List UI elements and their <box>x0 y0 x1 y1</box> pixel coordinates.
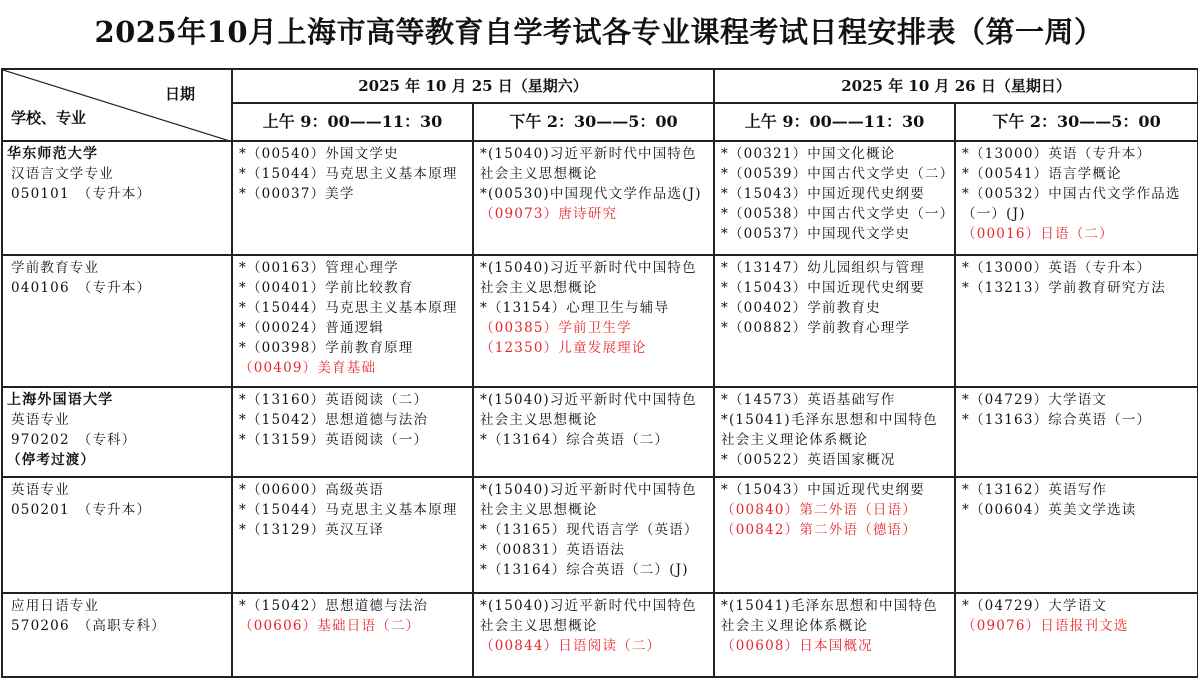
table-row <box>2 387 1198 477</box>
major-cell <box>2 387 232 477</box>
course-item: *（13159）英语阅读（一） <box>239 432 429 448</box>
course-item-elective: （00844）日语阅读（二） <box>480 638 662 654</box>
course-item: *（00037）美学 <box>239 186 355 202</box>
course-item: *（04729）大学语文 <box>962 598 1108 614</box>
major-cell <box>2 477 232 593</box>
course-item: *（13147）幼儿园组织与管理 <box>721 260 925 276</box>
course-item: *（15042）思想道德与法治 <box>239 598 429 614</box>
session-cell <box>714 141 955 255</box>
session-cell <box>955 593 1198 677</box>
course-item: *(00530)中国现代文学作品选(J) <box>480 186 702 202</box>
university-name: 华东师范大学 <box>7 146 99 162</box>
course-item: *（15043）中国近现代史纲要 <box>721 280 925 296</box>
major-name: 英语专业 <box>11 412 70 428</box>
schedule-table <box>1 68 1198 678</box>
session-cell <box>714 593 955 677</box>
course-item: *（00604）英美文学选读 <box>962 502 1137 518</box>
course-item: *（04729）大学语文 <box>962 392 1108 408</box>
course-item: *（00532）中国古代文学作品选（一）(J) <box>962 186 1181 222</box>
session-cell <box>714 255 955 387</box>
session-cell <box>232 387 473 477</box>
course-item: *（00541）语言学概论 <box>962 166 1122 182</box>
course-item: *（13162）英语写作 <box>962 482 1108 498</box>
course-item: *（13164）综合英语（二） <box>480 432 670 448</box>
major-name: 学前教育专业 <box>11 260 100 276</box>
course-item: *（00401）学前比较教育 <box>239 280 414 296</box>
course-item-elective: （00842）第二外语（德语） <box>721 522 917 538</box>
course-item: *(15040)习近平新时代中国特色社会主义思想概论 <box>480 598 697 634</box>
course-item: *（00831）英语语法 <box>480 542 626 558</box>
major-note: （停考过渡） <box>7 452 96 468</box>
course-item: *（00163）管理心理学 <box>239 260 399 276</box>
session-cell <box>714 477 955 593</box>
course-item: *（15043）中国近现代史纲要 <box>721 482 925 498</box>
major-code: 050201 （专升本） <box>11 502 152 518</box>
course-item-elective: （00840）第二外语（日语） <box>721 502 917 518</box>
course-item-elective: （09073）唐诗研究 <box>480 206 618 222</box>
course-item: *（15043）中国近现代史纲要 <box>721 186 925 202</box>
session-cell <box>473 387 714 477</box>
major-code: 570206 （高职专科） <box>11 618 166 634</box>
course-item: *(15041)毛泽东思想和中国特色社会主义理论体系概论 <box>721 412 938 448</box>
course-item: *（00024）普通逻辑 <box>239 320 385 336</box>
course-item: *（00538）中国古代文学史（一） <box>721 206 955 222</box>
course-item-elective: （00409）美育基础 <box>239 360 377 376</box>
university-name: 上海外国语大学 <box>7 392 114 408</box>
session-header: 上午 9：00——11：30 <box>714 103 955 141</box>
school-label: 学校、专业 <box>11 109 87 127</box>
major-code: 040106 （专升本） <box>11 280 152 296</box>
course-item: *(15040)习近平新时代中国特色社会主义思想概论 <box>480 146 697 182</box>
course-item: *(15040)习近平新时代中国特色社会主义思想概论 <box>480 392 697 428</box>
session-header: 下午 2：30——5：00 <box>473 103 714 141</box>
session-header: 上午 9：00——11：30 <box>232 103 473 141</box>
session-cell <box>955 255 1198 387</box>
table-row <box>2 255 1198 387</box>
major-name: 应用日语专业 <box>11 598 100 614</box>
course-item: *（00398）学前教育原理 <box>239 340 414 356</box>
session-cell <box>473 477 714 593</box>
table-row <box>2 477 1198 593</box>
course-item: *（15044）马克思主义基本原理 <box>239 502 458 518</box>
session-cell <box>955 387 1198 477</box>
course-item-elective: （00608）日本国概况 <box>721 638 873 654</box>
session-cell <box>955 477 1198 593</box>
course-item: *（13163）综合英语（一） <box>962 412 1152 428</box>
major-name: 英语专业 <box>11 482 70 498</box>
major-cell <box>2 255 232 387</box>
course-item: *（00321）中国文化概论 <box>721 146 896 162</box>
session-cell <box>232 593 473 677</box>
page-title: 2025年10月上海市高等教育自学考试各专业课程考试日程安排表（第一周） <box>94 15 1104 49</box>
session-cell <box>714 387 955 477</box>
session-cell <box>473 593 714 677</box>
course-item: *（15044）马克思主义基本原理 <box>239 166 458 182</box>
major-cell <box>2 141 232 255</box>
course-item-elective: （00385）学前卫生学 <box>480 320 632 336</box>
course-item: *（13129）英汉互译 <box>239 522 385 538</box>
course-item: *（00540）外国文学史 <box>239 146 399 162</box>
course-item: *(15040)习近平新时代中国特色社会主义思想概论 <box>480 260 697 296</box>
course-item: *（00539）中国古代文学史（二） <box>721 166 955 182</box>
major-code: 970202 （专科） <box>11 432 137 448</box>
table-row <box>2 593 1198 677</box>
course-item: *(15040)习近平新时代中国特色社会主义思想概论 <box>480 482 697 518</box>
course-item: *（13165）现代语言学（英语） <box>480 522 699 538</box>
course-item-elective: （12350）儿童发展理论 <box>480 340 647 356</box>
course-item: *（13160）英语阅读（二） <box>239 392 429 408</box>
course-item: *(15041)毛泽东思想和中国特色社会主义理论体系概论 <box>721 598 938 634</box>
session-cell <box>955 141 1198 255</box>
date-label: 日期 <box>164 85 195 103</box>
course-item: *（15044）马克思主义基本原理 <box>239 300 458 316</box>
major-cell <box>2 593 232 677</box>
course-item-elective: （09076）日语报刊文选 <box>962 618 1129 634</box>
day-header: 2025 年 10 月 26 日（星期日） <box>714 69 1198 103</box>
course-item: *（14573）英语基础写作 <box>721 392 896 408</box>
course-item: *（13000）英语（专升本） <box>962 146 1152 162</box>
major-name: 汉语言文学专业 <box>11 166 114 182</box>
course-item: *（00402）学前教育史 <box>721 300 881 316</box>
course-item: *（00522）英语国家概况 <box>721 452 896 468</box>
course-item: *（13213）学前教育研究方法 <box>962 280 1166 296</box>
session-cell <box>473 141 714 255</box>
session-cell <box>232 477 473 593</box>
table-row <box>2 141 1198 255</box>
course-item: *（15042）思想道德与法治 <box>239 412 429 428</box>
session-header: 下午 2：30——5：00 <box>955 103 1198 141</box>
course-item-elective: （00016）日语（二） <box>962 226 1114 242</box>
day-header: 2025 年 10 月 25 日（星期六） <box>232 69 714 103</box>
course-item: *（00537）中国现代文学史 <box>721 226 911 242</box>
session-cell <box>232 255 473 387</box>
session-cell <box>473 255 714 387</box>
course-item: *（13154）心理卫生与辅导 <box>480 300 670 316</box>
course-item-elective: （00606）基础日语（二） <box>239 618 421 634</box>
corner-header <box>2 69 232 141</box>
major-code: 050101 （专升本） <box>11 186 152 202</box>
course-item: *（00882）学前教育心理学 <box>721 320 911 336</box>
session-cell <box>232 141 473 255</box>
course-item: *（00600）高级英语 <box>239 482 385 498</box>
course-item: *（13164）综合英语（二）(J) <box>480 562 689 578</box>
course-item: *（13000）英语（专升本） <box>962 260 1152 276</box>
